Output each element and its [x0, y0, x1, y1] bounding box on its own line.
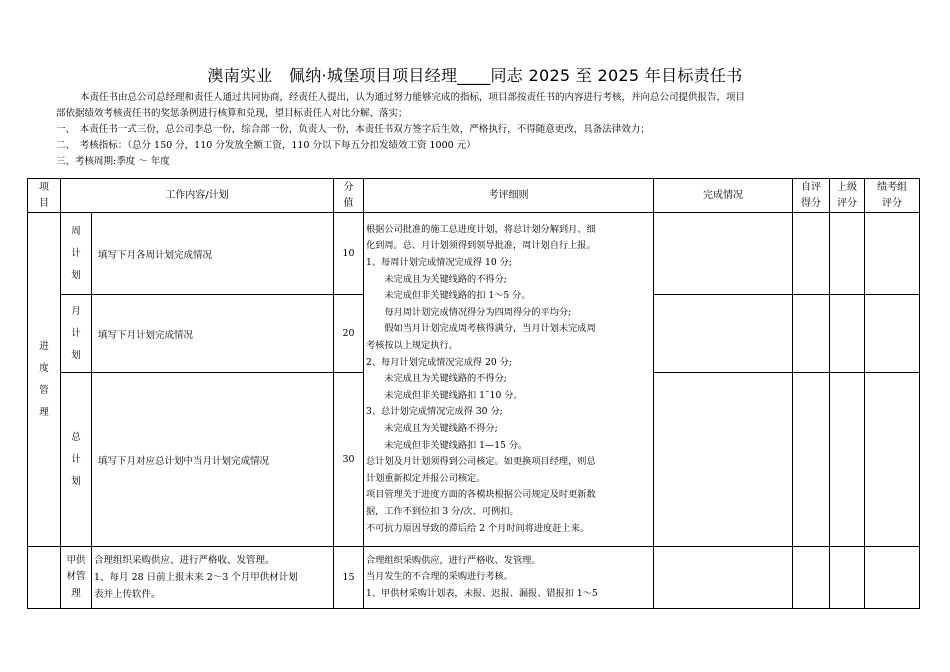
- header-content: 工作内容/计划: [61, 179, 334, 213]
- rule-line: 未完成但非关键线路的扣 1～5 分。: [366, 290, 531, 302]
- table-row: [28, 213, 920, 295]
- content-week-plan: 填写下月各周计划完成情况: [92, 213, 334, 295]
- team-score-week-plan[interactable]: [865, 213, 920, 295]
- rule-line: 1、每周计划完成情况完成得 10 分;: [366, 257, 512, 269]
- self-score-week-plan[interactable]: [793, 213, 830, 295]
- score-total-plan: 30: [334, 373, 364, 547]
- intro-paragraph: 本责任书由总公司总经理和责任人通过共同协商，经责任人提出，认为通过努力能够完成的指标，项目部按责任书的内容进行考核，并向总公司提供报告，项目: [80, 92, 746, 103]
- section-material-blank: [28, 547, 61, 609]
- team-score-total-plan[interactable]: [865, 373, 920, 547]
- rule-line: 未完成但非关键线路扣 1¯10 分。: [366, 389, 523, 401]
- completion-week-plan[interactable]: [654, 213, 793, 295]
- content-line: 表并上传软件。: [94, 589, 161, 600]
- document-title: 澳南实业 佩纳·城堡项目项目经理____同志 2025 至 2025 年目标责任书: [207, 66, 743, 85]
- sub-total-plan: 总 计 划: [61, 373, 92, 547]
- rule-line: 化到周。总、月计划须得到领导批准，周计划自行上报。: [366, 240, 596, 252]
- table-header-row: [28, 179, 920, 213]
- content-supplied-material: [92, 547, 334, 609]
- rule-line: 不可抗力原因导致的滞后给 2 个月时间将进度赶上来。: [366, 522, 589, 534]
- self-score-supplied-material[interactable]: [793, 547, 830, 609]
- self-score-total-plan[interactable]: [793, 373, 830, 547]
- rule-line: 当月发生的不合理的采购进行考核。: [366, 571, 513, 583]
- sub-month-plan: 月 计 划: [61, 295, 92, 373]
- superior-score-total-plan[interactable]: [830, 373, 865, 547]
- header-completion: 完成情况: [654, 179, 793, 213]
- rule-line: 合理组织采购供应，进行严格收、发管理。: [366, 554, 541, 566]
- rule-line: 假如当月计划完成周考核得满分，当月计划未完成周: [366, 323, 596, 335]
- rule-line: 未完成但非关键线路扣 1—15 分。: [366, 439, 528, 451]
- content-line: 1、每月 28 日前上报未来 2～3 个月甲供材计划: [94, 572, 298, 583]
- header-score: 分 值: [334, 179, 364, 213]
- intro-block: [56, 90, 904, 170]
- header-item: 项 目: [28, 179, 61, 213]
- intro-item-3: 三、考核周期:季度 ～ 年度: [56, 156, 170, 167]
- team-score-month-plan[interactable]: [865, 295, 920, 373]
- intro-item-2: 二、 考核指标：（总分 150 分，110 分发放全额工资，110 分以下每五分扣发绩效工资 1000 元）: [56, 140, 476, 151]
- rule-line: 未完成且为关键线路不得分;: [366, 422, 498, 434]
- completion-month-plan[interactable]: [654, 295, 793, 373]
- rule-line: 每月周计划完成情况得分为四周得分的平均分;: [366, 306, 572, 318]
- rule-line: 考核按以上规定执行。: [366, 340, 458, 352]
- table-row: [28, 547, 920, 609]
- rule-line: 据，工作不到位扣 3 分/次、可例扣。: [366, 505, 519, 517]
- rule-line: 总计划及月计划须得到公司核定。如更换项目经理，则总: [366, 456, 596, 468]
- superior-score-month-plan[interactable]: [830, 295, 865, 373]
- content-line: 合理组织采购供应、进行严格收、发管理。: [94, 555, 275, 566]
- section-progress: 进 度 管 理: [28, 213, 61, 547]
- self-score-month-plan[interactable]: [793, 295, 830, 373]
- sub-week-plan: 周 计 划: [61, 213, 92, 295]
- header-rules: 考评细则: [364, 179, 654, 213]
- rule-line: 未完成且为关键线路的不得分;: [366, 373, 507, 385]
- score-week-plan: 10: [334, 213, 364, 295]
- header-self-score: 自评 得分: [793, 179, 830, 213]
- rule-line: 项目管理关于进度方面的各模块根据公司规定及时更新数: [366, 489, 596, 501]
- content-total-plan: 填写下月对应总计划中当月计划完成情况: [92, 373, 334, 547]
- rule-line: 1、甲供材采购计划表，未报、迟报、漏报、错报扣 1～5: [366, 587, 598, 599]
- evaluation-table: [27, 178, 920, 609]
- team-score-supplied-material[interactable]: [865, 547, 920, 609]
- rule-line: 计划重新拟定并报公司核定。: [366, 472, 486, 484]
- intro-paragraph-cont: 部依据绩效考核责任书的奖惩条例进行核算和兑现，望目标责任人对比分解、落实；: [56, 108, 408, 119]
- rules-supplied-material: [364, 547, 654, 609]
- rule-line: 3、总计划完成情况完成得 30 分;: [366, 406, 503, 418]
- rules-progress: [364, 213, 654, 547]
- superior-score-week-plan[interactable]: [830, 213, 865, 295]
- rule-line: 根据公司批准的施工总进度计划，将总计划分解到月、细: [366, 223, 596, 235]
- score-supplied-material: 15: [334, 547, 364, 609]
- sub-supplied-material: 甲供 材管 理: [61, 547, 92, 609]
- header-team-score: 绩考组 评分: [865, 179, 920, 213]
- score-month-plan: 20: [334, 295, 364, 373]
- content-month-plan: 填写下月计划完成情况: [92, 295, 334, 373]
- completion-total-plan[interactable]: [654, 373, 793, 547]
- rule-line: 2、每月计划完成情况完成得 20 分;: [366, 356, 512, 368]
- rule-line: 未完成且为关键线路的不得分;: [366, 273, 507, 285]
- intro-item-1: 一、 本责任书一式三份，总公司李总一份，综合部一份，负责人一份，本责任书双方签字后生效，严格执行，不得随意更改，具备法律效力；: [56, 124, 650, 135]
- header-superior-score: 上级 评分: [830, 179, 865, 213]
- completion-supplied-material[interactable]: [654, 547, 793, 609]
- superior-score-supplied-material[interactable]: [830, 547, 865, 609]
